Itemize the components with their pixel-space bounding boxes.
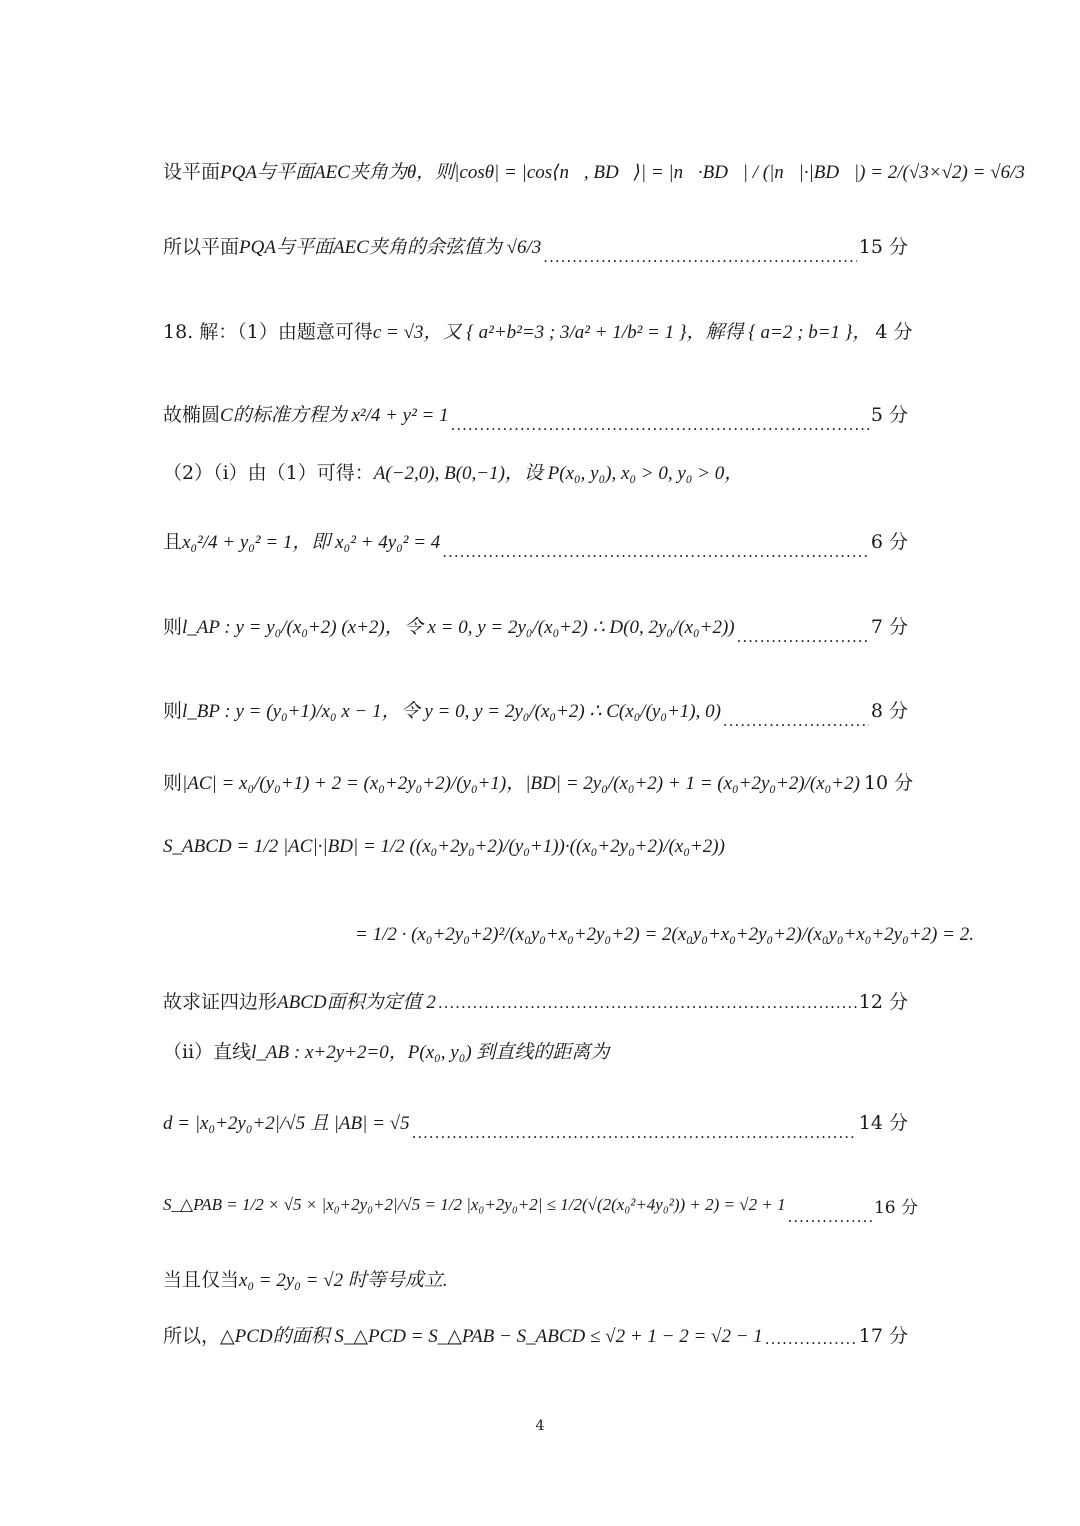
line-8 bbox=[163, 684, 908, 734]
line-7-score: 7 分 bbox=[870, 615, 908, 638]
line-12-score: 12 分 bbox=[858, 990, 908, 1013]
line-16 bbox=[163, 1262, 908, 1294]
line-7-prefix: 则 bbox=[163, 615, 183, 638]
dot-leader bbox=[765, 1330, 857, 1348]
line-10 bbox=[163, 822, 908, 872]
line-6-score: 6 分 bbox=[870, 530, 908, 553]
line-5-expr: A(−2,0), B(0,−1)，设 P(x₀, y₀), x₀ > 0, y₀ > 0， bbox=[373, 462, 744, 484]
line-13 bbox=[163, 1034, 908, 1066]
line-16-prefix: 当且仅当 bbox=[163, 1268, 240, 1291]
line-3 bbox=[163, 290, 913, 370]
line-1 bbox=[163, 135, 1040, 205]
line-9 bbox=[163, 756, 914, 806]
line-13-expr: l_AB : x+2y+2=0，P(x₀, y₀) 到直线的距离为 bbox=[251, 1041, 610, 1063]
line-2-expr: PQA与平面AEC夹角的余弦值为 √6/3 bbox=[239, 236, 542, 258]
line-11 bbox=[355, 910, 974, 960]
line-4-score: 5 分 bbox=[870, 403, 908, 426]
dot-leader bbox=[788, 1208, 872, 1226]
line-10-expr: S_ABCD = 1/2 |AC|·|BD| = 1/2 ((x₀+2y₀+2)/(y₀+1))·((x₀+2y₀+2)/(x₀+2)) bbox=[163, 836, 725, 857]
line-7 bbox=[163, 600, 908, 650]
line-2-prefix: 所以平面 bbox=[163, 235, 240, 258]
line-14-expr: d = |x₀+2y₀+2|/√5 且 |AB| = √5 bbox=[163, 1112, 410, 1134]
line-3-expr: c = √3，又 { a²+b²=3 ; 3/a² + 1/b² = 1 }，解得 { a=2 ; b=1 }， bbox=[372, 321, 872, 343]
page-number: 4 bbox=[535, 1418, 545, 1434]
dot-leader bbox=[737, 628, 869, 646]
line-15-expr: S_△PAB = 1/2 × √5 × |x₀+2y₀+2|/√5 = 1/2 |x₀+2y₀+2| ≤ 1/2(√(2(x₀²+4y₀²)) + 2) = √2 + 1 bbox=[163, 1195, 786, 1214]
line-9-score: 10 分 bbox=[863, 771, 914, 794]
dot-leader bbox=[412, 1124, 857, 1142]
line-4 bbox=[163, 388, 908, 438]
line-3-prefix: 18. 解：（1）由题意可得 bbox=[163, 320, 373, 343]
line-8-score: 8 分 bbox=[870, 699, 908, 722]
line-5-prefix: （2）（i）由（1）可得： bbox=[163, 461, 374, 484]
line-17-prefix: 所以， bbox=[163, 1324, 221, 1347]
line-14 bbox=[163, 1096, 908, 1146]
line-12-expr: ABCD面积为定值 2 bbox=[277, 991, 436, 1013]
line-9-expr: |AC| = x₀/(y₀+1) + 2 = (x₀+2y₀+2)/(y₀+1)，|BD| = 2y₀/(x₀+2) + 1 = (x₀+2y₀+2)/(x₀+2) bbox=[182, 772, 860, 794]
line-15 bbox=[163, 1180, 918, 1230]
line-1-prefix: 设平面 bbox=[163, 160, 221, 183]
dot-leader bbox=[442, 543, 869, 561]
line-4-expr: C的标准方程为 x²/4 + y² = 1 bbox=[220, 404, 449, 426]
line-4-prefix: 故椭圆 bbox=[163, 403, 221, 426]
line-12 bbox=[163, 984, 908, 1016]
line-2-score: 15 分 bbox=[858, 235, 908, 258]
line-11-expr: = 1/2 · (x₀+2y₀+2)²/(x₀y₀+x₀+2y₀+2) = 2(x₀y₀+x₀+2y₀+2)/(x₀y₀+x₀+2y₀+2) = 2. bbox=[355, 924, 974, 945]
line-5 bbox=[163, 453, 908, 489]
dot-leader bbox=[723, 712, 869, 730]
line-17-score: 17 分 bbox=[858, 1324, 908, 1347]
line-17 bbox=[163, 1316, 908, 1352]
dot-leader bbox=[543, 248, 856, 266]
line-1-expr: PQA与平面AEC夹角为θ，则|cosθ| = |cos⟨n⃗, BD⃗⟩| = |n⃗·BD⃗| / (|n⃗|·|BD⃗|) = 2/(√3×√2) = √6/3， bbox=[220, 161, 1040, 183]
line-12-prefix: 故求证四边形 bbox=[163, 990, 278, 1013]
line-6 bbox=[163, 515, 908, 565]
line-6-expr: x₀²/4 + y₀² = 1，即 x₀² + 4y₀² = 4 bbox=[182, 531, 441, 553]
dot-leader bbox=[451, 416, 869, 434]
line-7-expr: l_AP : y = y₀/(x₀+2) (x+2)，令 x = 0, y = 2y₀/(x₀+2) ∴ D(0, 2y₀/(x₀+2)) bbox=[182, 616, 735, 638]
line-14-score: 14 分 bbox=[858, 1111, 908, 1134]
line-8-expr: l_BP : y = (y₀+1)/x₀ x − 1，令 y = 0, y = 2y₀/(x₀+2) ∴ C(x₀/(y₀+1), 0) bbox=[182, 700, 721, 722]
line-8-prefix: 则 bbox=[163, 699, 183, 722]
line-17-expr: △PCD的面积 S_△PCD = S_△PAB − S_ABCD ≤ √2 + 1 − 2 = √2 − 1 bbox=[220, 1325, 763, 1347]
line-6-prefix: 且 bbox=[163, 530, 183, 553]
line-15-score: 16 分 bbox=[873, 1197, 918, 1218]
line-9-prefix: 则 bbox=[163, 771, 183, 794]
line-3-score: 4 分 bbox=[875, 320, 913, 343]
line-2 bbox=[163, 220, 908, 270]
line-13-prefix: （ii）直线 bbox=[163, 1040, 252, 1063]
line-16-expr: x₀ = 2y₀ = √2 时等号成立. bbox=[239, 1269, 448, 1291]
dot-leader bbox=[438, 994, 857, 1012]
